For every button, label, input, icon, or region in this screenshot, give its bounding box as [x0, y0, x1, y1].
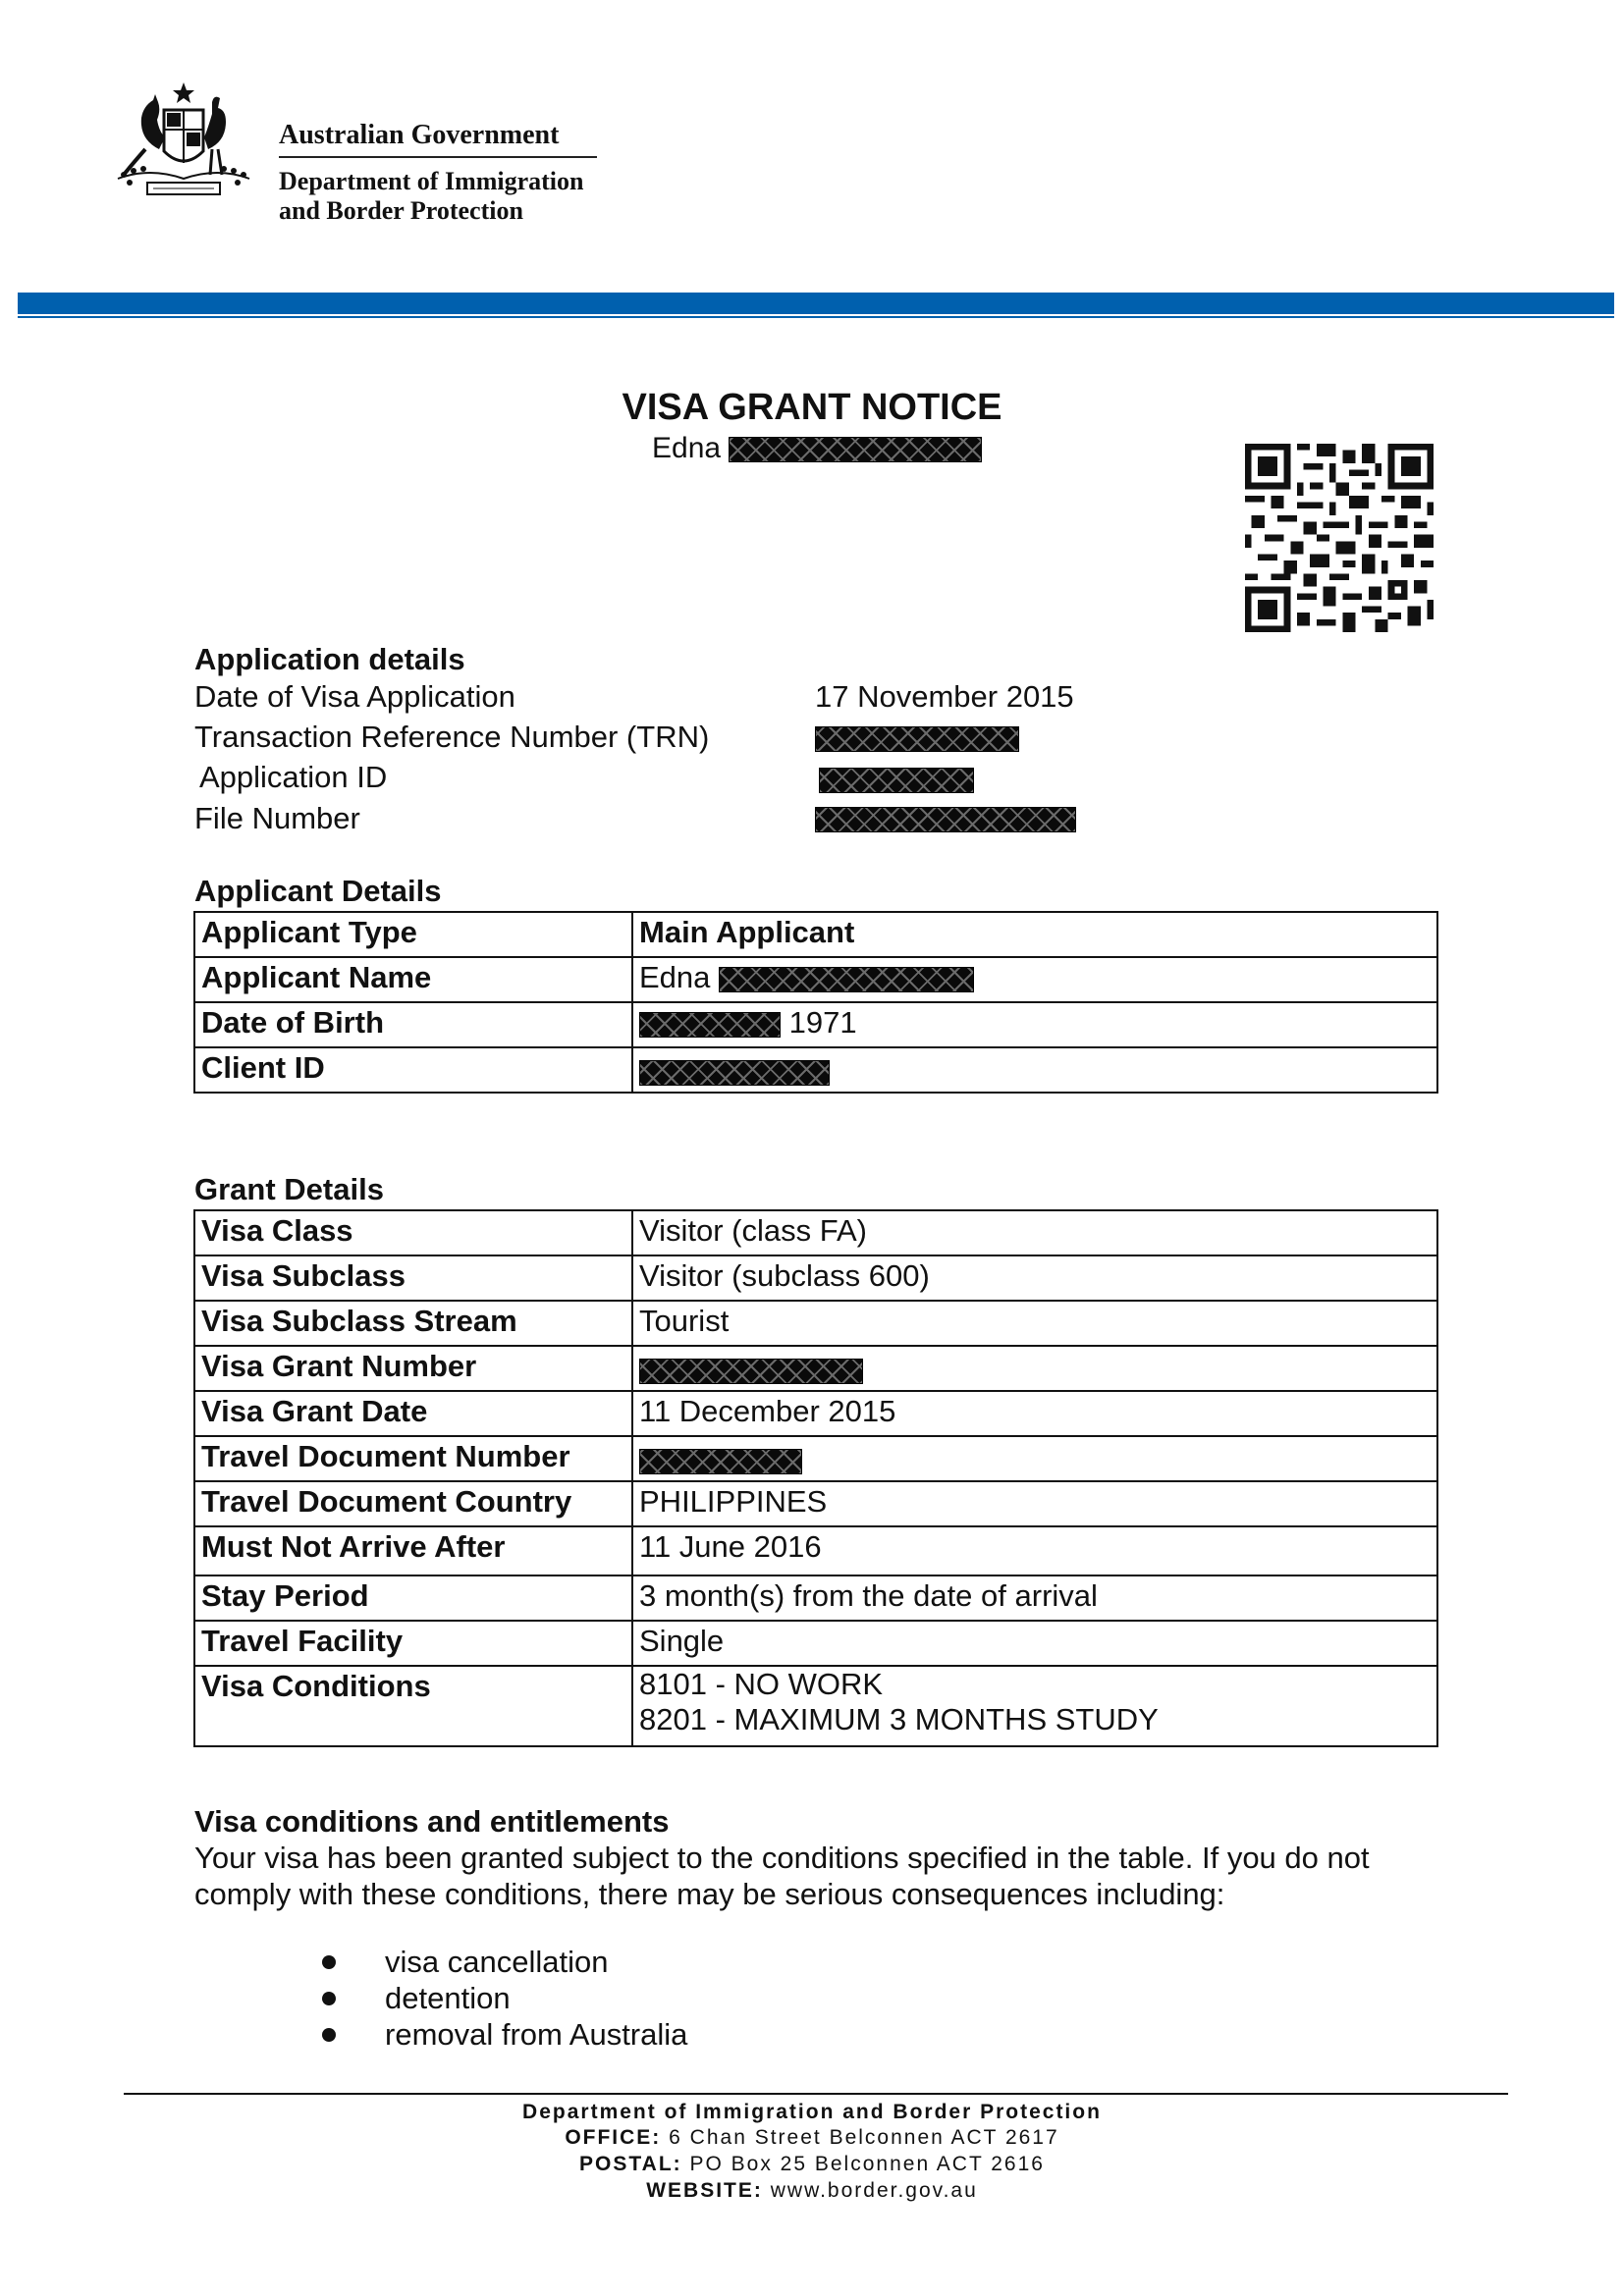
bullet-icon	[322, 2028, 336, 2042]
footer-office-label: OFFICE:	[565, 2126, 662, 2149]
application-details-heading: Application details	[194, 642, 465, 676]
visa-class-label: Visa Class	[194, 1210, 632, 1255]
travel-document-number-value-redacted	[632, 1436, 1437, 1481]
file-number-value-redacted	[815, 807, 1076, 832]
travel-document-number-label: Travel Document Number	[194, 1436, 632, 1481]
application-id-value-redacted	[819, 768, 974, 793]
applicant-name-first: Edna	[639, 960, 711, 994]
visa-condition-8201: 8201 - MAXIMUM 3 MONTHS STUDY	[639, 1702, 1159, 1736]
travel-facility-value: Single	[632, 1621, 1437, 1666]
table-row	[194, 1575, 1437, 1621]
list-item-text: visa cancellation	[385, 1945, 609, 1979]
footer-office	[0, 2126, 1624, 2150]
client-id-label: Client ID	[194, 1047, 632, 1093]
applicant-details-heading: Applicant Details	[194, 874, 442, 908]
visa-condition-8101: 8101 - NO WORK	[639, 1667, 884, 1701]
redacted-surname	[719, 967, 974, 992]
date-of-birth-label: Date of Birth	[194, 1002, 632, 1047]
coat-of-arms-icon	[110, 80, 257, 204]
application-date-label: Date of Visa Application	[194, 679, 515, 714]
trn-label: Transaction Reference Number (TRN)	[194, 720, 710, 754]
table-row	[194, 1391, 1437, 1436]
application-id-label: Application ID	[199, 760, 388, 794]
travel-facility-label: Travel Facility	[194, 1621, 632, 1666]
table-row	[194, 957, 1437, 1002]
visa-grant-date-label: Visa Grant Date	[194, 1391, 632, 1436]
footer-website-link[interactable]: www.border.gov.au	[770, 2179, 978, 2202]
client-id-value-redacted	[632, 1047, 1437, 1093]
header-blue-line	[18, 316, 1614, 318]
bullet-icon	[322, 1955, 336, 1969]
footer-website	[0, 2179, 1624, 2203]
applicant-name-label: Applicant Name	[194, 957, 632, 1002]
page-title: VISA GRANT NOTICE	[622, 387, 1002, 428]
department-name-line-1: Department of Immigration	[279, 167, 584, 195]
file-number-label: File Number	[194, 801, 360, 835]
visa-conditions-label: Visa Conditions	[194, 1666, 632, 1746]
table-row	[194, 912, 1437, 957]
table-row	[194, 1301, 1437, 1346]
grant-details-table	[193, 1209, 1438, 1747]
bullet-icon	[322, 1992, 336, 2005]
visa-subclass-value: Visitor (subclass 600)	[632, 1255, 1437, 1301]
applicant-name-value	[632, 957, 1437, 1002]
visa-stream-value: Tourist	[632, 1301, 1437, 1346]
stay-period-value: 3 month(s) from the date of arrival	[632, 1575, 1437, 1621]
table-row	[194, 1621, 1437, 1666]
visa-grant-date-value: 11 December 2015	[632, 1391, 1437, 1436]
list-item	[316, 1980, 687, 2016]
list-item-text: removal from Australia	[385, 2017, 688, 2052]
footer-postal	[0, 2153, 1624, 2176]
stay-period-label: Stay Period	[194, 1575, 632, 1621]
footer-divider	[124, 2093, 1508, 2095]
table-row	[194, 1255, 1437, 1301]
visa-class-value: Visitor (class FA)	[632, 1210, 1437, 1255]
qr-code-icon	[1245, 444, 1434, 632]
table-row	[194, 1481, 1437, 1526]
table-row	[194, 1436, 1437, 1481]
table-row	[194, 1526, 1437, 1575]
trn-value-redacted	[815, 726, 1019, 752]
redacted-birth-day-month	[639, 1012, 781, 1038]
consequences-list	[316, 1944, 687, 2053]
date-of-birth-value	[632, 1002, 1437, 1047]
travel-document-country-label: Travel Document Country	[194, 1481, 632, 1526]
footer-website-label: WEBSITE:	[646, 2179, 763, 2202]
list-item	[316, 1944, 687, 1980]
applicant-type-label: Applicant Type	[194, 912, 632, 957]
conditions-heading: Visa conditions and entitlements	[194, 1804, 670, 1839]
header-divider	[279, 156, 597, 158]
applicant-name-heading	[652, 432, 982, 465]
footer-postal-value: PO Box 25 Belconnen ACT 2616	[689, 2153, 1045, 2175]
applicant-details-table	[193, 911, 1438, 1094]
birth-year: 1971	[788, 1005, 857, 1040]
header-blue-bar	[18, 293, 1614, 314]
table-row	[194, 1346, 1437, 1391]
visa-conditions-value	[632, 1666, 1437, 1746]
government-name: Australian Government	[279, 120, 560, 150]
list-item	[316, 2016, 687, 2053]
visa-subclass-label: Visa Subclass	[194, 1255, 632, 1301]
visa-grant-number-value-redacted	[632, 1346, 1437, 1391]
footer-department	[0, 2101, 1624, 2124]
footer-office-value: 6 Chan Street Belconnen ACT 2617	[669, 2126, 1059, 2149]
visa-grant-number-label: Visa Grant Number	[194, 1346, 632, 1391]
application-date-value: 17 November 2015	[815, 679, 1074, 714]
visa-stream-label: Visa Subclass Stream	[194, 1301, 632, 1346]
redacted-surname	[729, 437, 982, 462]
footer-postal-label: POSTAL:	[579, 2153, 682, 2175]
applicant-type-value: Main Applicant	[632, 912, 1437, 957]
table-row	[194, 1002, 1437, 1047]
table-row	[194, 1666, 1437, 1746]
applicant-first-name: Edna	[652, 432, 722, 464]
grant-details-heading: Grant Details	[194, 1172, 384, 1206]
list-item-text: detention	[385, 1981, 511, 2015]
must-not-arrive-after-label: Must Not Arrive After	[194, 1526, 632, 1575]
department-name-line-2: and Border Protection	[279, 196, 523, 225]
must-not-arrive-after-value: 11 June 2016	[632, 1526, 1437, 1575]
table-row	[194, 1047, 1437, 1093]
table-row	[194, 1210, 1437, 1255]
travel-document-country-value: PHILIPPINES	[632, 1481, 1437, 1526]
conditions-paragraph: Your visa has been granted subject to the conditions specified in the table. If you do not comply with these conditions, there may be serious consequences including:	[194, 1841, 1370, 1911]
footer-department-name: Department of Immigration and Border Protection	[522, 2101, 1102, 2123]
